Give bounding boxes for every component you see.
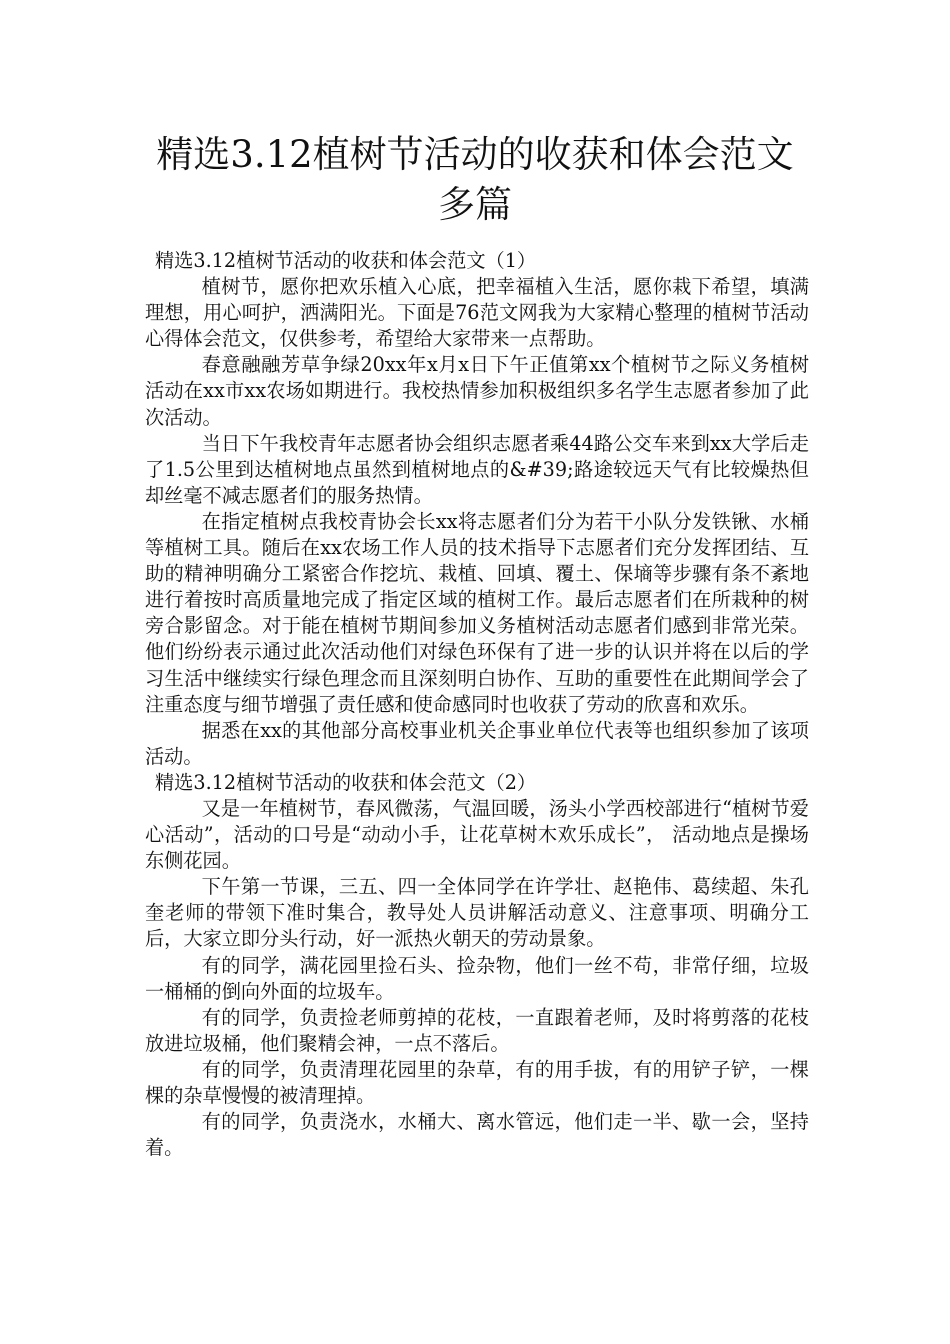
paragraph: 有的同学，负责捡老师剪掉的花枝，一直跟着老师，及时将剪落的花枝放进垃圾桶，他们聚精会神，一点不落后。 [145, 1005, 809, 1055]
paragraph: 当日下午我校青年志愿者协会组织志愿者乘44路公交车来到xx大学后走了1.5公里到达植树地点虽然到植树地点的&#39;路途较远天气有比较燥热但却丝毫不减志愿者们的服务热情。 [145, 431, 809, 507]
paragraph: 有的同学，满花园里捡石头、捡杂物，他们一丝不苟，非常仔细，垃圾一桶桶的倒向外面的垃圾车。 [145, 953, 809, 1003]
paragraph: 据悉在xx的其他部分高校事业机关企事业单位代表等也组织参加了该项活动。 [145, 718, 809, 768]
paragraph: 植树节，愿你把欢乐植入心底，把幸福植入生活，愿你栽下希望，填满理想，用心呵护，洒满阳光。下面是76范文网我为大家精心整理的植树节活动心得体会范文，仅供参考，希望给大家带来一点帮助。 [145, 275, 809, 351]
document-title: 精选3.12植树节活动的收获和体会范文多篇 [156, 133, 794, 226]
paragraph: 有的同学，负责浇水，水桶大、离水管远，他们走一半、歇一会，坚持着。 [145, 1110, 809, 1160]
paragraph: 春意融融芳草争绿20xx年x月x日下午正值第xx个植树节之际义务植树活动在xx市xx农场如期进行。我校热情参加积极组织多名学生志愿者参加了此次活动。 [145, 353, 809, 429]
paragraph: 有的同学，负责清理花园里的杂草，有的用手拔，有的用铲子铲，一棵棵的杂草慢慢的被清理掉。 [145, 1057, 809, 1107]
paragraph: 在指定植树点我校青协会长xx将志愿者们分为若干小队分发铁锹、水桶等植树工具。随后在xx农场工作人员的技术指导下志愿者们充分发挥团结、互助的精神明确分工紧密合作挖坑、栽植、回填、覆土、保墒等步骤有条不紊地进行着按时高质量地完成了指定区域的植树工作。最后志愿者们在所栽种的树旁合影留念。对于能在植树节期间参加义务植树活动志愿者们感到非常光荣。他们纷纷表示通过此次活动他们对绿色环保有了进一步的认识并将在以后的学习生活中继续实行绿色理念而且深刻明白协作、互助的重要性在此期间学会了注重态度与细节增强了责任感和使命感同时也收获了劳动的欣喜和欢乐。 [145, 509, 809, 716]
paragraph: 下午第一节课，三五、四一全体同学在许学壮、赵艳伟、葛续超、朱孔奎老师的带领下准时集合，教导处人员讲解活动意义、注意事项、明确分工后，大家立即分头行动，好一派热火朝天的劳动景象。 [145, 875, 809, 951]
section-heading: 精选3.12植树节活动的收获和体会范文（1） [155, 249, 537, 272]
paragraph: 又是一年植树节，春风微荡，气温回暖，汤头小学西校部进行“植树节爱心活动”，活动的口号是“动动小手，让花草树木欢乐成长”， 活动地点是操场东侧花园。 [145, 796, 809, 873]
document-body [145, 248, 809, 1161]
section-heading: 精选3.12植树节活动的收获和体会范文（2） [155, 770, 537, 794]
